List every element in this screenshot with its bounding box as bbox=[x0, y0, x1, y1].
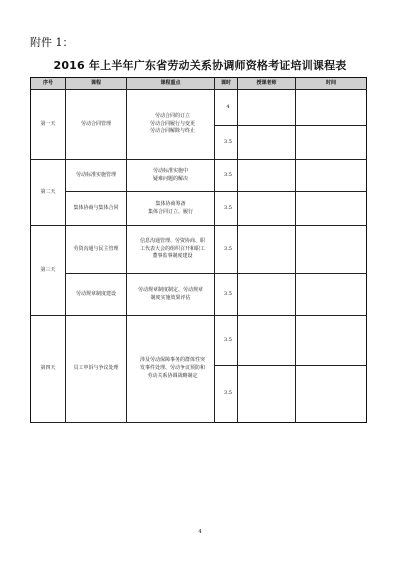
course-focus bbox=[127, 192, 215, 226]
course-name: 劳动标准实施管理 bbox=[66, 160, 127, 192]
header-course: 课程 bbox=[66, 78, 127, 90]
header-seq: 序号 bbox=[31, 78, 66, 90]
page-title: 2016 年上半年广东省劳动关系协调师资格考证培训课程表 bbox=[53, 59, 347, 72]
focus-line: 疑难问题的解决 bbox=[152, 175, 188, 182]
day-label: 第三天 bbox=[31, 226, 66, 316]
table-row bbox=[31, 192, 367, 226]
course-name: 劳动合同管理 bbox=[66, 90, 127, 160]
course-name: 劳动规章制度建设 bbox=[66, 274, 127, 316]
focus-line: 集体合同订立、履行 bbox=[147, 208, 193, 215]
hours-cell: 3.5 bbox=[215, 316, 238, 366]
focus-line: 劳动规章制度制定、劳动规章 bbox=[137, 286, 203, 293]
course-focus bbox=[127, 316, 215, 423]
teacher-cell bbox=[238, 274, 296, 316]
focus-line: 工代表大会的组织召开和职工 bbox=[139, 245, 205, 252]
hours-cell: 3.5 bbox=[215, 226, 238, 274]
focus-line: 劳动关系协调战略制定 bbox=[147, 372, 198, 379]
focus-line: 涉及劳动保障事务的群体性突 bbox=[139, 357, 205, 364]
course-schedule-table bbox=[30, 77, 367, 423]
course-name: 集体协商与集体合同 bbox=[66, 192, 127, 226]
hours-cell: 3.5 bbox=[215, 192, 238, 226]
focus-line: 制度实施效果评估 bbox=[150, 294, 191, 301]
time-cell bbox=[296, 192, 367, 226]
table-header-row bbox=[31, 78, 367, 90]
course-focus bbox=[127, 274, 215, 316]
table-row bbox=[31, 90, 367, 126]
course-name: 员工申诉与争议处理 bbox=[66, 316, 127, 423]
time-cell bbox=[296, 226, 367, 274]
focus-line: 发事件处理、劳动争议预防和 bbox=[139, 365, 205, 372]
table-row bbox=[31, 226, 367, 274]
header-hours: 课时 bbox=[215, 78, 238, 90]
hours-cell: 3.5 bbox=[215, 366, 238, 423]
table-row bbox=[31, 274, 367, 316]
teacher-cell bbox=[238, 366, 296, 423]
header-time: 时间 bbox=[296, 78, 367, 90]
focus-line: 劳动合同的订立 bbox=[154, 112, 190, 119]
page-number: 4 bbox=[198, 529, 202, 535]
hours-cell: 3.5 bbox=[215, 274, 238, 316]
focus-line: 集体协商筹备 bbox=[155, 200, 186, 207]
table-row bbox=[31, 316, 367, 366]
teacher-cell bbox=[238, 316, 296, 366]
course-name: 劳资沟通与民主管理 bbox=[66, 226, 127, 274]
course-focus bbox=[127, 226, 215, 274]
time-cell bbox=[296, 274, 367, 316]
day-label: 第四天 bbox=[31, 316, 66, 423]
focus-line: 信息沟通管理、劳资协商、职 bbox=[139, 237, 205, 244]
course-focus bbox=[127, 90, 215, 160]
table-row bbox=[31, 160, 367, 192]
teacher-cell bbox=[238, 192, 296, 226]
teacher-cell bbox=[238, 226, 296, 274]
time-cell bbox=[296, 160, 367, 192]
focus-line: 劳动标准实施中 bbox=[152, 167, 188, 174]
course-focus bbox=[127, 160, 215, 192]
day-label: 第一天 bbox=[31, 90, 66, 160]
hours-cell: 4 bbox=[215, 90, 238, 126]
header-focus: 课程重点 bbox=[127, 78, 215, 90]
time-cell bbox=[296, 366, 367, 423]
focus-line: 董事监事制度建设 bbox=[152, 253, 193, 260]
hours-cell: 3.5 bbox=[215, 126, 238, 160]
time-cell bbox=[296, 316, 367, 366]
focus-line: 劳动合同解除与终止 bbox=[149, 128, 195, 135]
focus-line: 劳动合同履行与变更 bbox=[149, 120, 195, 127]
time-cell bbox=[296, 126, 367, 160]
teacher-cell bbox=[238, 90, 296, 126]
time-cell bbox=[296, 90, 367, 126]
hours-cell: 3.5 bbox=[215, 160, 238, 192]
header-teacher: 授课老师 bbox=[238, 78, 296, 90]
attachment-label: 附件 1： bbox=[30, 36, 74, 49]
teacher-cell bbox=[238, 126, 296, 160]
teacher-cell bbox=[238, 160, 296, 192]
day-label: 第二天 bbox=[31, 160, 66, 226]
